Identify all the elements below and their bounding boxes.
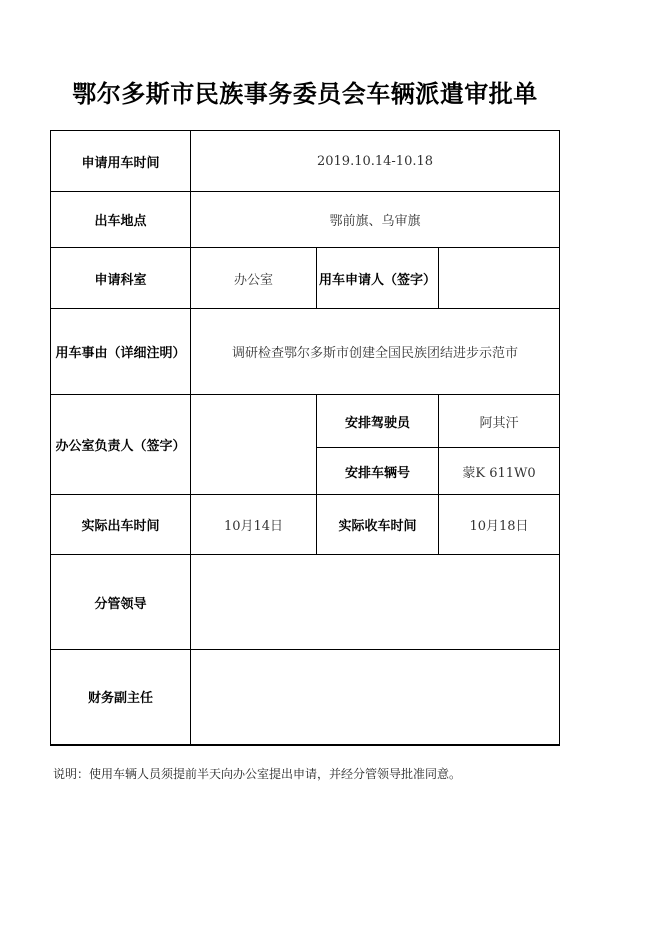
row-apply-time (51, 131, 560, 192)
vehicle-label: 安排车辆号 (317, 448, 439, 495)
actual-depart-value[interactable]: 10月14日 (191, 495, 317, 555)
vehicle-dispatch-form (50, 130, 560, 746)
row-leader (51, 555, 560, 650)
reason-value[interactable]: 调研检查鄂尔多斯市创建全国民族团结进步示范市 (191, 309, 560, 395)
vehicle-value[interactable]: 蒙K 611W0 (439, 448, 560, 495)
driver-value[interactable]: 阿其汗 (439, 395, 560, 448)
row-finance (51, 650, 560, 745)
leader-signature-field[interactable] (191, 555, 560, 650)
reason-label: 用车事由（详细注明） (51, 309, 191, 395)
apply-time-value[interactable]: 2019.10.14-10.18 (191, 131, 560, 192)
row-actual-times (51, 495, 560, 555)
apply-time-label: 申请用车时间 (51, 131, 191, 192)
actual-depart-label: 实际出车时间 (51, 495, 191, 555)
applicant-signature-field[interactable] (439, 248, 560, 309)
finance-signature-field[interactable] (191, 650, 560, 745)
actual-return-value[interactable]: 10月18日 (439, 495, 560, 555)
instructions-note: 说明：使用车辆人员须提前半天向办公室提出申请，并经分管领导批准同意。 (53, 767, 462, 781)
department-value[interactable]: 办公室 (191, 248, 317, 309)
actual-return-label: 实际收车时间 (317, 495, 439, 555)
finance-label: 财务副主任 (51, 650, 191, 745)
applicant-signature-label: 用车申请人（签字） (317, 248, 439, 309)
row-reason (51, 309, 560, 395)
destination-value[interactable]: 鄂前旗、乌审旗 (191, 192, 560, 248)
destination-label: 出车地点 (51, 192, 191, 248)
driver-label: 安排驾驶员 (317, 395, 439, 448)
form-title: 鄂尔多斯市民族事务委员会车辆派遣审批单 (72, 80, 538, 108)
office-head-signature-label: 办公室负责人（签字） (51, 395, 191, 495)
row-driver (51, 395, 560, 448)
department-label: 申请科室 (51, 248, 191, 309)
row-department (51, 248, 560, 309)
leader-label: 分管领导 (51, 555, 191, 650)
office-head-signature-field[interactable] (191, 395, 317, 495)
row-destination (51, 192, 560, 248)
